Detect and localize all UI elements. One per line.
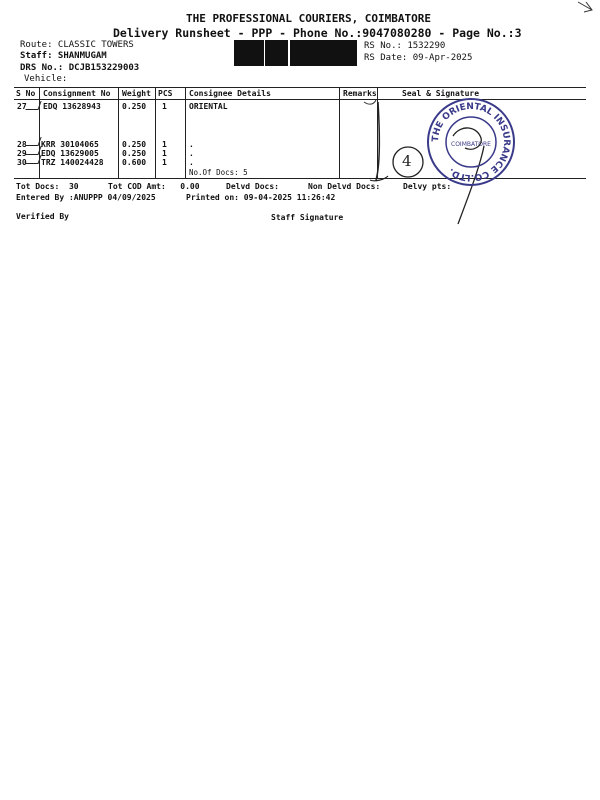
row-27-consignment: EDQ 13628943 — [43, 102, 101, 111]
header-sno: S No — [16, 89, 36, 98]
row-30-consignment: TRZ 140024428 — [41, 158, 104, 167]
row-27-sno: 27 — [17, 102, 27, 111]
row-27-weight: 0.250 — [122, 102, 147, 111]
row-28-consignee: . — [189, 140, 194, 149]
header-weight: Weight — [122, 89, 151, 98]
seal-outer-text: THE ORIENTAL INSURANCE CO.LTD. — [430, 101, 512, 183]
staff-signature: Staff Signature — [271, 213, 344, 222]
header-pcs: PCS — [158, 89, 173, 98]
no-of-docs: No.Of Docs: 5 — [189, 168, 248, 177]
staff-label: Staff: SHANMUGAM — [20, 51, 107, 61]
col-divider-4 — [185, 87, 186, 178]
row-30-consignee: . — [189, 158, 194, 167]
header-consignee: Consignee Details — [189, 89, 271, 98]
row-29-consignment: EDQ 13629005 — [41, 149, 99, 158]
row-27-consignee: ORIENTAL — [189, 102, 228, 111]
verified-by: Verified By — [16, 212, 69, 221]
col-divider-5 — [339, 87, 340, 178]
non-delvd-docs: Non Delvd Docs: — [308, 182, 381, 191]
rs-number: RS No.: 1532290 — [364, 41, 446, 51]
tot-docs: Tot Docs: 30 — [16, 182, 79, 191]
table-top-border — [14, 87, 586, 88]
row-28-pcs: 1 — [162, 140, 167, 149]
company-seal-stamp — [425, 96, 517, 188]
header-remarks: Remarks — [343, 89, 377, 98]
header-consignment: Consignment No — [43, 89, 111, 98]
corner-mark-icon — [576, 0, 596, 14]
printed-on: Printed on: 09-04-2025 11:26:42 — [186, 193, 336, 202]
row-29-weight: 0.250 — [122, 149, 147, 158]
row-30-pcs: 1 — [162, 158, 167, 167]
row-30-sno: 30 — [17, 158, 27, 167]
row-29-consignee: . — [189, 149, 194, 158]
col-divider-2 — [118, 87, 119, 178]
row-28-sno: 28 — [17, 140, 27, 149]
delvd-docs: Delvd Docs: — [226, 182, 279, 191]
row-29-pcs: 1 — [162, 149, 167, 158]
vehicle-label: Vehicle: — [24, 74, 68, 84]
tot-cod-amt: Tot COD Amt: 0.00 — [108, 182, 200, 191]
row-28-consignment: KRR 30104065 — [41, 140, 99, 149]
row-28-weight: 0.250 — [122, 140, 147, 149]
handwritten-count: 4 — [402, 152, 412, 170]
delvy-pts: Delvy pts: — [403, 182, 452, 191]
rs-date: RS Date: 09-Apr-2025 — [364, 53, 473, 63]
drs-number: DRS No.: DCJB153229003 — [20, 63, 140, 73]
col-divider-3 — [155, 87, 156, 178]
company-title: THE PROFESSIONAL COURIERS, COIMBATORE — [186, 12, 432, 25]
row-27-pcs: 1 — [162, 102, 167, 111]
route-label: Route: CLASSIC TOWERS — [20, 40, 134, 50]
entered-by: Entered By :ANUPPP 04/09/2025 — [16, 193, 156, 202]
runsheet-title: Delivery Runsheet - PPP - Phone No.:9047080280 - Page No.:3 — [113, 26, 522, 40]
row-29-sno: 29 — [17, 149, 27, 158]
barcode — [233, 40, 357, 66]
row-30-weight: 0.600 — [122, 158, 147, 167]
header-seal: Seal & Signature — [402, 89, 480, 98]
seal-inner-text: COIMBATORE — [451, 141, 491, 148]
